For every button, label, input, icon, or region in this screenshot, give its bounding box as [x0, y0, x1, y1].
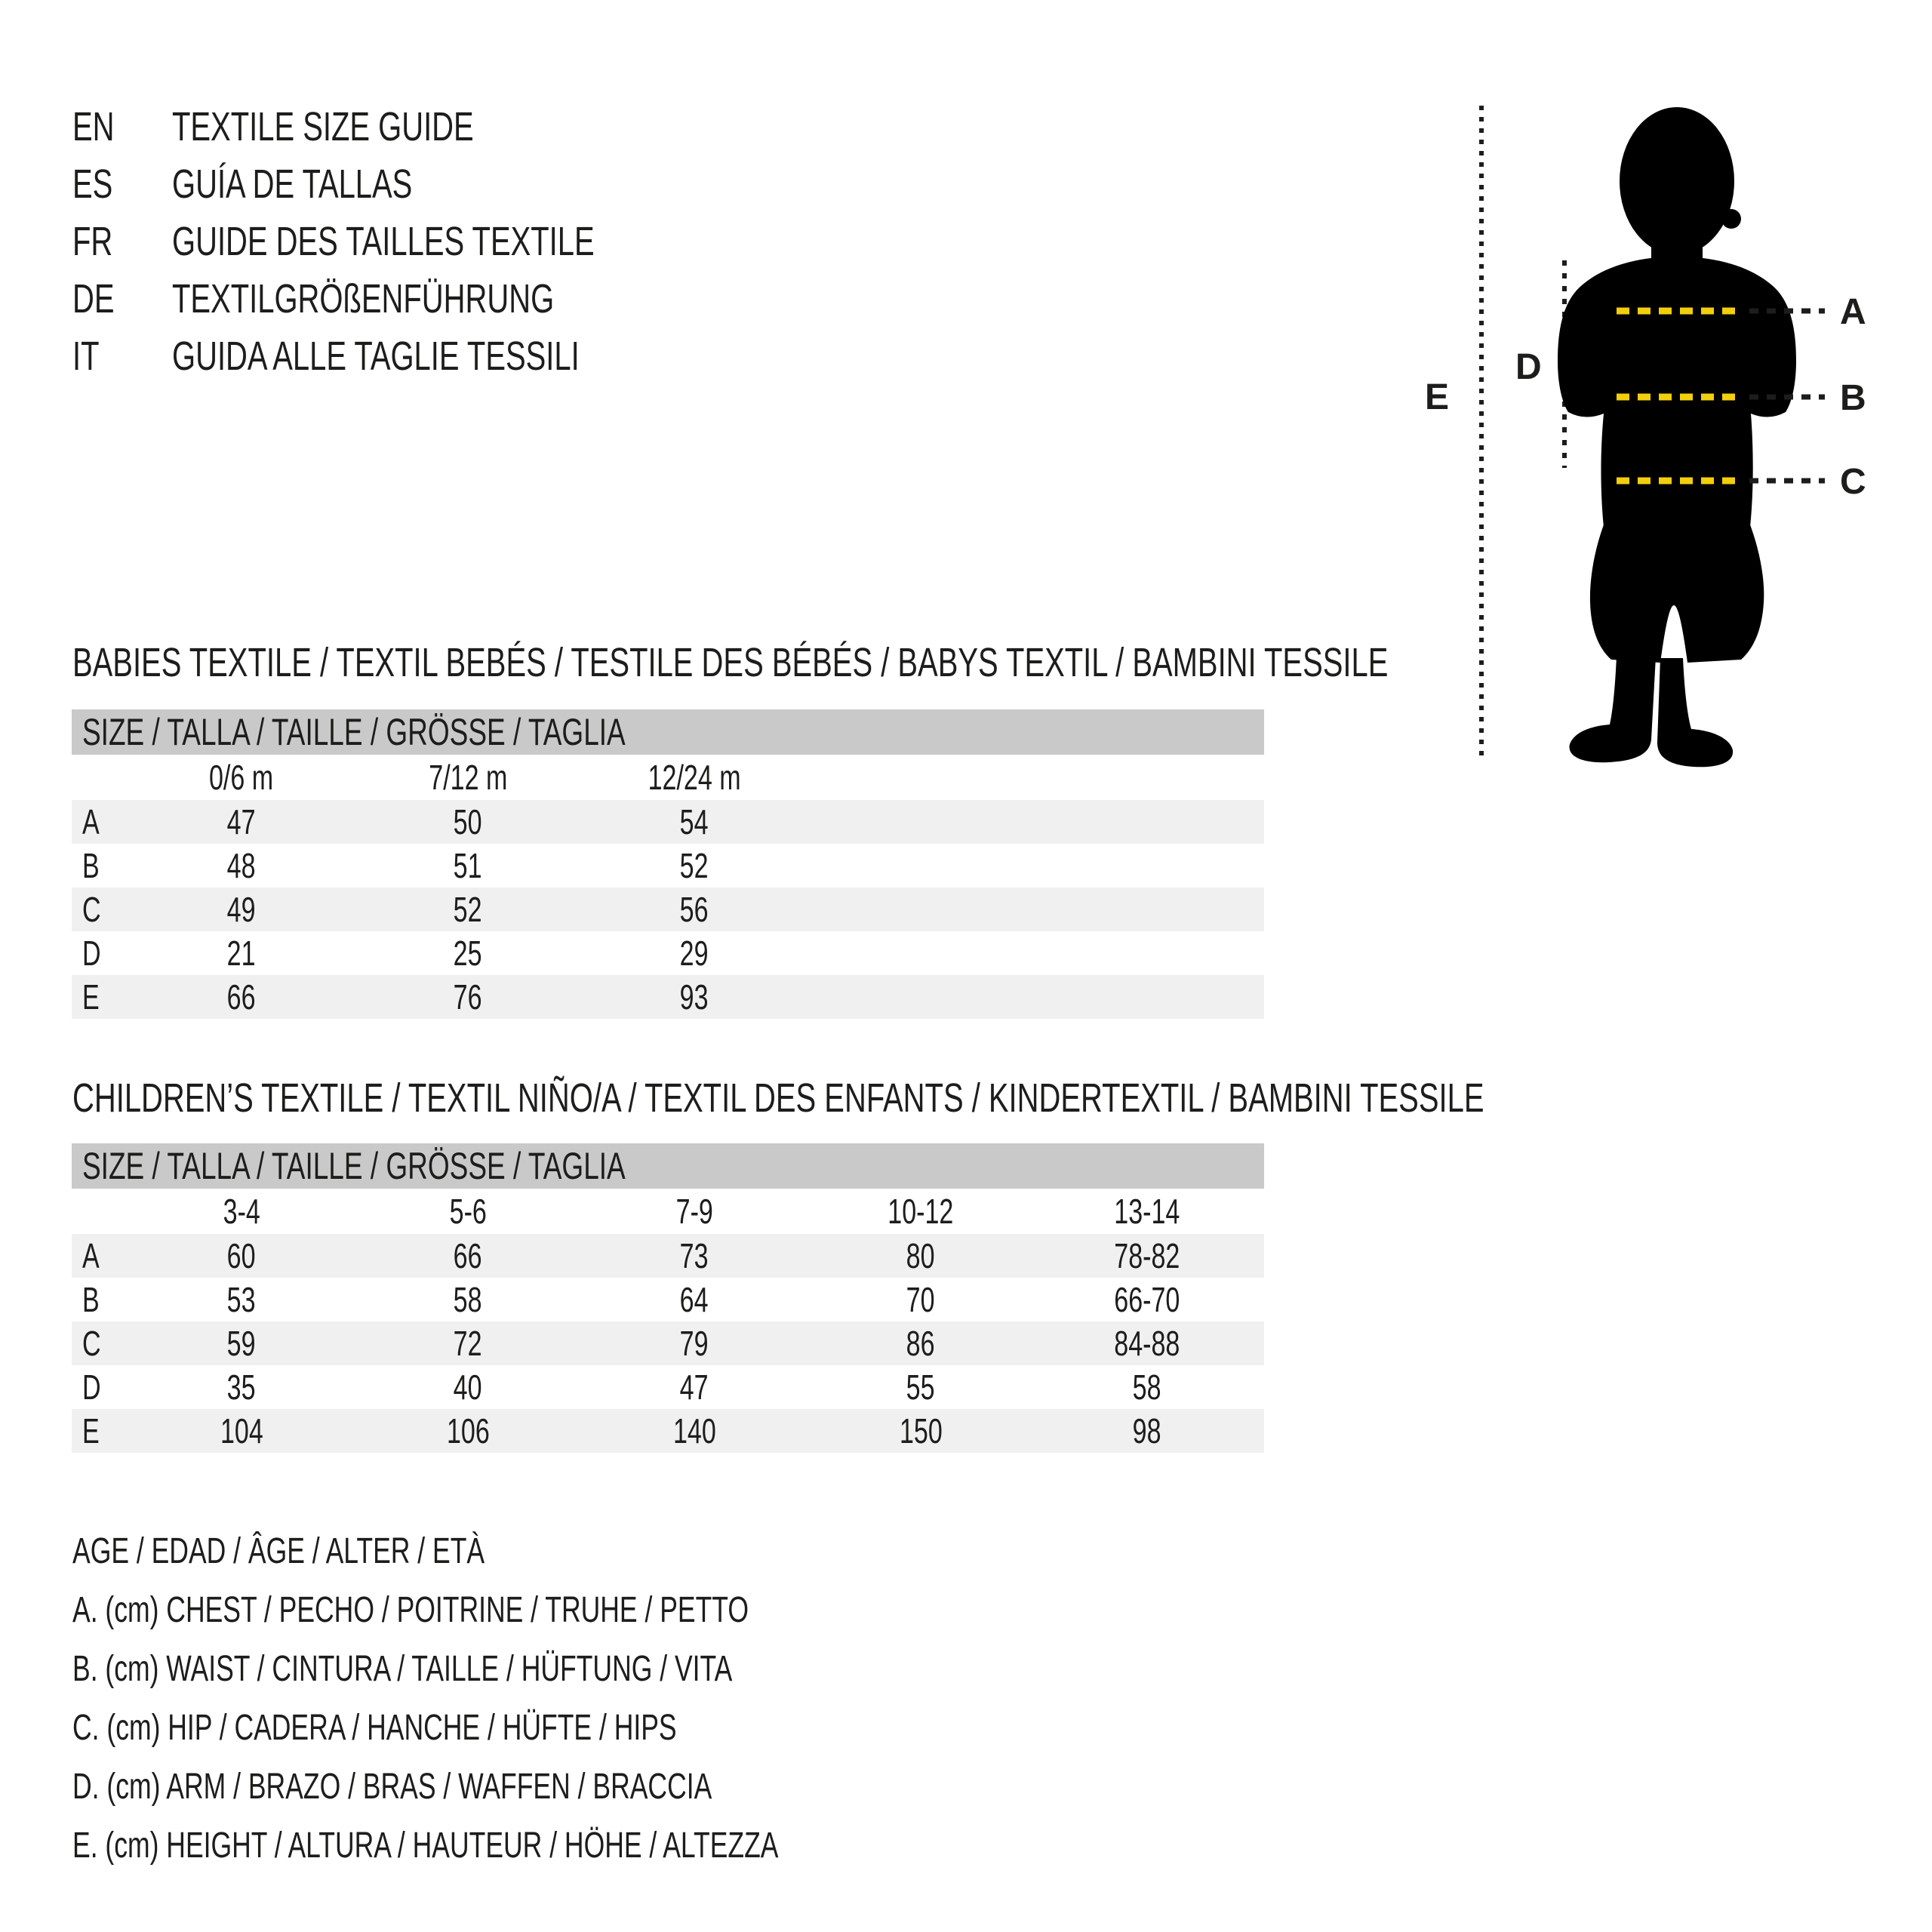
measure-label-c: C [1840, 462, 1866, 502]
language-title: GUIDE DES TAILLES TEXTILE [172, 219, 595, 264]
language-title: TEXTILGRÖßENFÜHRUNG [172, 276, 555, 321]
language-row-es [72, 155, 743, 213]
column-header-row [72, 755, 1264, 800]
cell: 76 [454, 977, 482, 1017]
row-label: B [82, 1280, 100, 1319]
cell: 51 [454, 846, 482, 885]
language-title: GUÍA DE TALLAS [172, 162, 413, 207]
column-header: 10-12 [888, 1192, 954, 1231]
column-header: 7/12 m [428, 758, 508, 797]
babies-section-title: BABIES TEXTILE / TEXTIL BEBÉS / TESTILE DES BÉBÉS / BABYS TEXTIL / BAMBINI TESSILE [72, 640, 1389, 685]
row-label: D [82, 1367, 101, 1407]
cell: 78-82 [1114, 1236, 1180, 1275]
cell: 40 [454, 1367, 482, 1407]
cell: 25 [454, 934, 482, 973]
size-header-band: SIZE / TALLA / TAILLE / GRÖSSE / TAGLIA [72, 709, 1264, 755]
table-row-b [72, 844, 1264, 888]
cell: 79 [680, 1324, 709, 1363]
cell: 47 [680, 1367, 709, 1407]
cell: 53 [227, 1280, 256, 1319]
cell: 48 [227, 846, 256, 885]
child-ear [1721, 209, 1741, 229]
size-header-band: SIZE / TALLA / TAILLE / GRÖSSE / TAGLIA [72, 1143, 1264, 1189]
cell: 58 [454, 1280, 482, 1319]
column-header: 7-9 [675, 1192, 713, 1231]
cell: 21 [227, 934, 256, 973]
column-header: 0/6 m [209, 758, 274, 797]
legend-line-height: E. (cm) HEIGHT / ALTURA / HAUTEUR / HÖHE / ALTEZZA [72, 1825, 779, 1866]
cell: 73 [680, 1236, 709, 1275]
cell: 66 [454, 1236, 482, 1275]
row-label: D [82, 934, 101, 973]
cell: 80 [906, 1236, 935, 1275]
cell: 59 [227, 1324, 256, 1363]
column-header-spacer [72, 755, 128, 800]
table-row-d [72, 1365, 1264, 1409]
cell: 35 [227, 1367, 256, 1407]
column-header: 3-4 [223, 1192, 260, 1231]
cell: 106 [446, 1411, 490, 1451]
cell: 64 [680, 1280, 709, 1319]
measure-label-a: A [1840, 292, 1866, 332]
cell: 86 [906, 1324, 935, 1363]
table-row-a [72, 800, 1264, 844]
language-title: GUIDA ALLE TAGLIE TESSILI [172, 334, 580, 379]
row-label: B [82, 846, 100, 885]
cell: 54 [680, 802, 709, 841]
cell: 98 [1133, 1411, 1161, 1451]
language-title: TEXTILE SIZE GUIDE [172, 104, 474, 149]
cell: 140 [672, 1411, 716, 1451]
language-row-fr [72, 213, 743, 270]
cell: 150 [899, 1411, 943, 1451]
legend-line-hip: C. (cm) HIP / CADERA / HANCHE / HÜFTE / HIPS [72, 1707, 677, 1748]
table-row-c [72, 888, 1264, 931]
language-row-en [72, 98, 743, 155]
children-section-title: CHILDREN’S TEXTILE / TEXTIL NIÑO/A / TEXTIL DES ENFANTS / KINDERTEXTIL / BAMBINI TESSILE [72, 1075, 1484, 1121]
measure-label-e: E [1425, 377, 1450, 417]
size-measure-figure [1419, 68, 1932, 808]
cell: 66-70 [1114, 1280, 1180, 1319]
row-label: C [82, 890, 101, 929]
table-row-e [72, 975, 1264, 1019]
language-row-it [72, 328, 743, 385]
legend-line-age: AGE / EDAD / ÂGE / ALTER / ETÀ [72, 1531, 485, 1571]
table-row-a [72, 1234, 1264, 1278]
cell: 93 [680, 977, 709, 1017]
cell: 104 [220, 1411, 263, 1451]
cell: 66 [227, 977, 256, 1017]
table-row-e [72, 1409, 1264, 1453]
column-header: 5-6 [449, 1192, 487, 1231]
cell: 58 [1133, 1367, 1161, 1407]
table-row-d [72, 931, 1264, 975]
language-code: DE [72, 276, 115, 321]
table-row-b [72, 1278, 1264, 1321]
child-shirt [1558, 257, 1796, 540]
row-label: C [82, 1324, 101, 1363]
row-label: E [82, 1411, 100, 1451]
cell: 84-88 [1114, 1324, 1180, 1363]
legend-line-chest: A. (cm) CHEST / PECHO / POITRINE / TRUHE / PETTO [72, 1589, 749, 1630]
cell: 47 [227, 802, 256, 841]
cell: 29 [680, 934, 709, 973]
row-label: A [82, 802, 100, 841]
language-row-de [72, 270, 743, 328]
language-code: ES [72, 162, 113, 207]
cell: 60 [227, 1236, 256, 1275]
row-label: A [82, 1236, 100, 1275]
measure-label-d: D [1515, 347, 1542, 387]
cell: 52 [680, 846, 709, 885]
babies-size-table [72, 709, 1264, 1019]
measurement-legend [72, 1521, 1026, 1875]
cell: 49 [227, 890, 256, 929]
children-size-table [72, 1143, 1264, 1453]
legend-line-waist: B. (cm) WAIST / CINTURA / TAILLE / HÜFTUNG / VITA [72, 1648, 733, 1689]
column-header-row [72, 1189, 1264, 1234]
cell: 55 [906, 1367, 935, 1407]
cell: 72 [454, 1324, 482, 1363]
table-row-c [72, 1321, 1264, 1365]
cell: 56 [680, 890, 709, 929]
language-title-list [72, 98, 743, 385]
measure-label-b: B [1840, 378, 1866, 418]
cell: 50 [454, 802, 482, 841]
column-header-spacer [72, 1189, 128, 1234]
legend-line-arm: D. (cm) ARM / BRAZO / BRAS / WAFFEN / BRACCIA [72, 1766, 712, 1807]
language-code: EN [72, 104, 115, 149]
language-code: FR [72, 219, 113, 264]
row-label: E [82, 977, 100, 1017]
column-header: 12/24 m [648, 758, 741, 797]
cell: 52 [454, 890, 482, 929]
column-header: 13-14 [1114, 1192, 1180, 1231]
cell: 70 [906, 1280, 935, 1319]
language-code: IT [72, 334, 100, 379]
